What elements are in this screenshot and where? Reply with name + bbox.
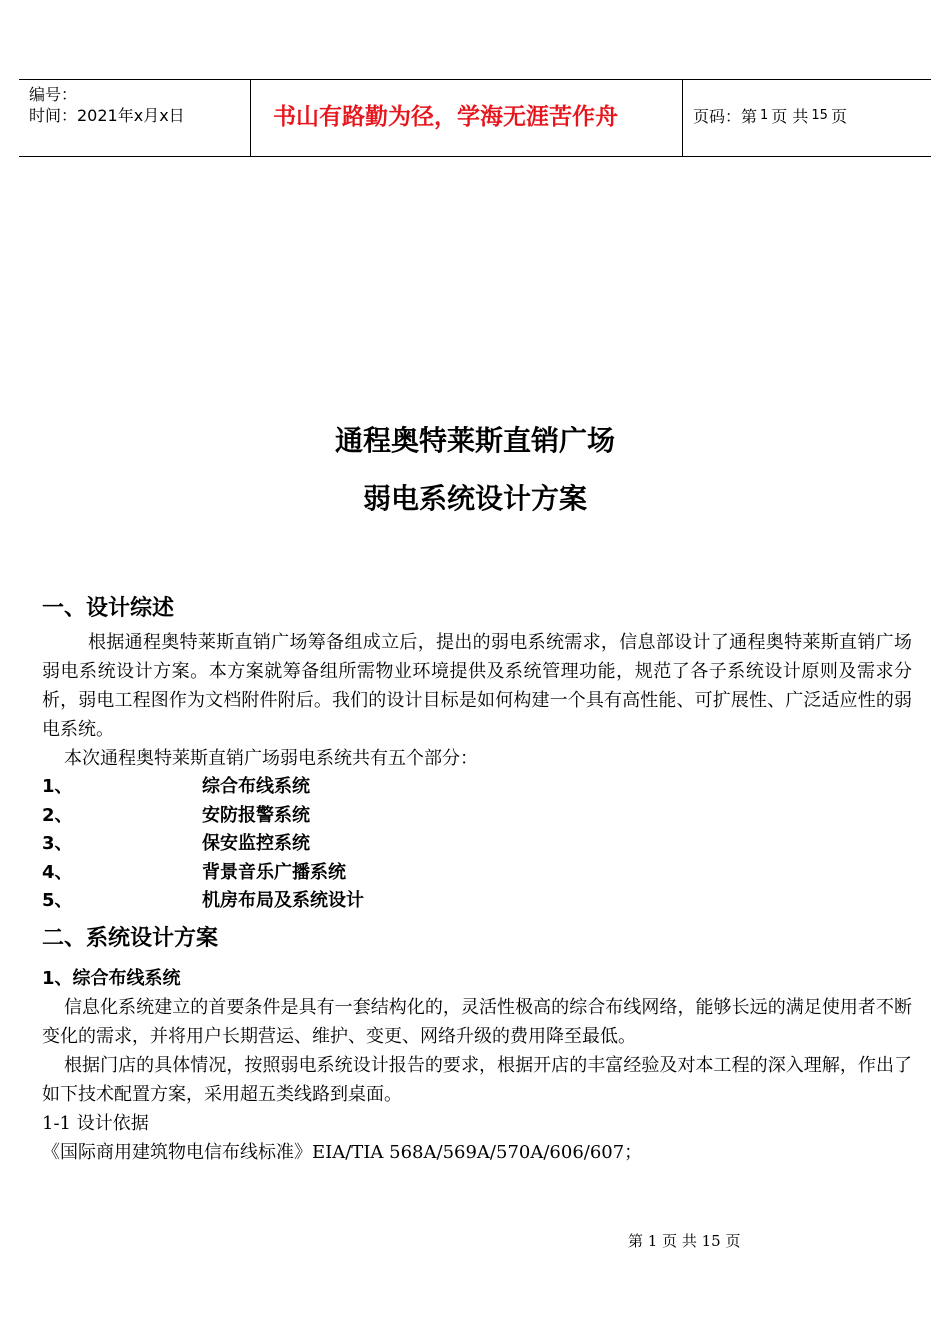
subsystem-list [42, 773, 912, 916]
page-total: 15 [811, 107, 828, 123]
section1-heading: 一、设计综述 [42, 596, 175, 621]
page-header [19, 79, 931, 157]
section1-para2: 本次通程奥特莱斯直销广场弱电系统共有五个部分： [64, 748, 478, 769]
section2-para1: 信息化系统建立的首要条件是具有一套结构化的，灵活性极高的综合布线网络，能够长远的满足使用者不断变化的需求，并将用户长期营运、维护、变更、网络升级的费用降至最低。 [42, 996, 912, 1047]
serial-label: 编号： [29, 85, 78, 104]
doc-body [42, 594, 912, 1167]
section1-para1: 根据通程奥特莱斯直销广场筹备组成立后，提出的弱电系统需求，信息部设计了通程奥特莱斯直销广场弱电系统设计方案。本方案就筹备组所需物业环境提供及系统管理功能，规范了各子系统设计原则及需求分析，弱电工程图作为文档附件附后。我们的设计目标是如何构建一个具有高性能、可扩展性、广泛适应性的弱电系统。 [42, 632, 912, 740]
list-item: 4、 背景音乐广播系统 [42, 861, 346, 883]
header-motto: 书山有路勤为径，学海无涯苦作舟 [251, 80, 683, 156]
page-prefix: 页码：第 [693, 106, 758, 126]
basis-item: 《国际商用建筑物电信布线标准》EIA/TIA 568A/569A/570A/606/607； [42, 1141, 643, 1163]
list-item: 5、 机房布局及系统设计 [42, 890, 364, 911]
page-number: 1 [760, 107, 769, 123]
section2-para2: 根据门店的具体情况，按照弱电系统设计报告的要求，根据开店的丰富经验及对本工程的深入理解，作出了如下技术配置方案，采用超五类线路到桌面。 [42, 1054, 912, 1105]
section2-sub1: 1、综合布线系统 [42, 967, 181, 989]
page-mid: 页 共 [771, 106, 809, 126]
header-meta [19, 80, 251, 156]
page-suffix: 页 [830, 106, 847, 126]
section2-heading: 二、系统设计方案 [42, 925, 219, 951]
basis-title: 1-1 设计依据 [42, 1112, 149, 1134]
header-page-info [683, 80, 931, 156]
list-item: 2、 安防报警系统 [42, 804, 310, 826]
list-item: 3、 保安监控系统 [42, 833, 310, 854]
list-item: 1、 综合布线系统 [42, 776, 310, 797]
doc-title-line2: 弱电系统设计方案 [362, 482, 587, 515]
time-label: 时间：2021年x月x日 [29, 106, 185, 125]
doc-title-line1: 通程奥特莱斯直销广场 [334, 424, 615, 457]
page-footer: 第 1 页 共 15 页 [628, 1232, 741, 1250]
